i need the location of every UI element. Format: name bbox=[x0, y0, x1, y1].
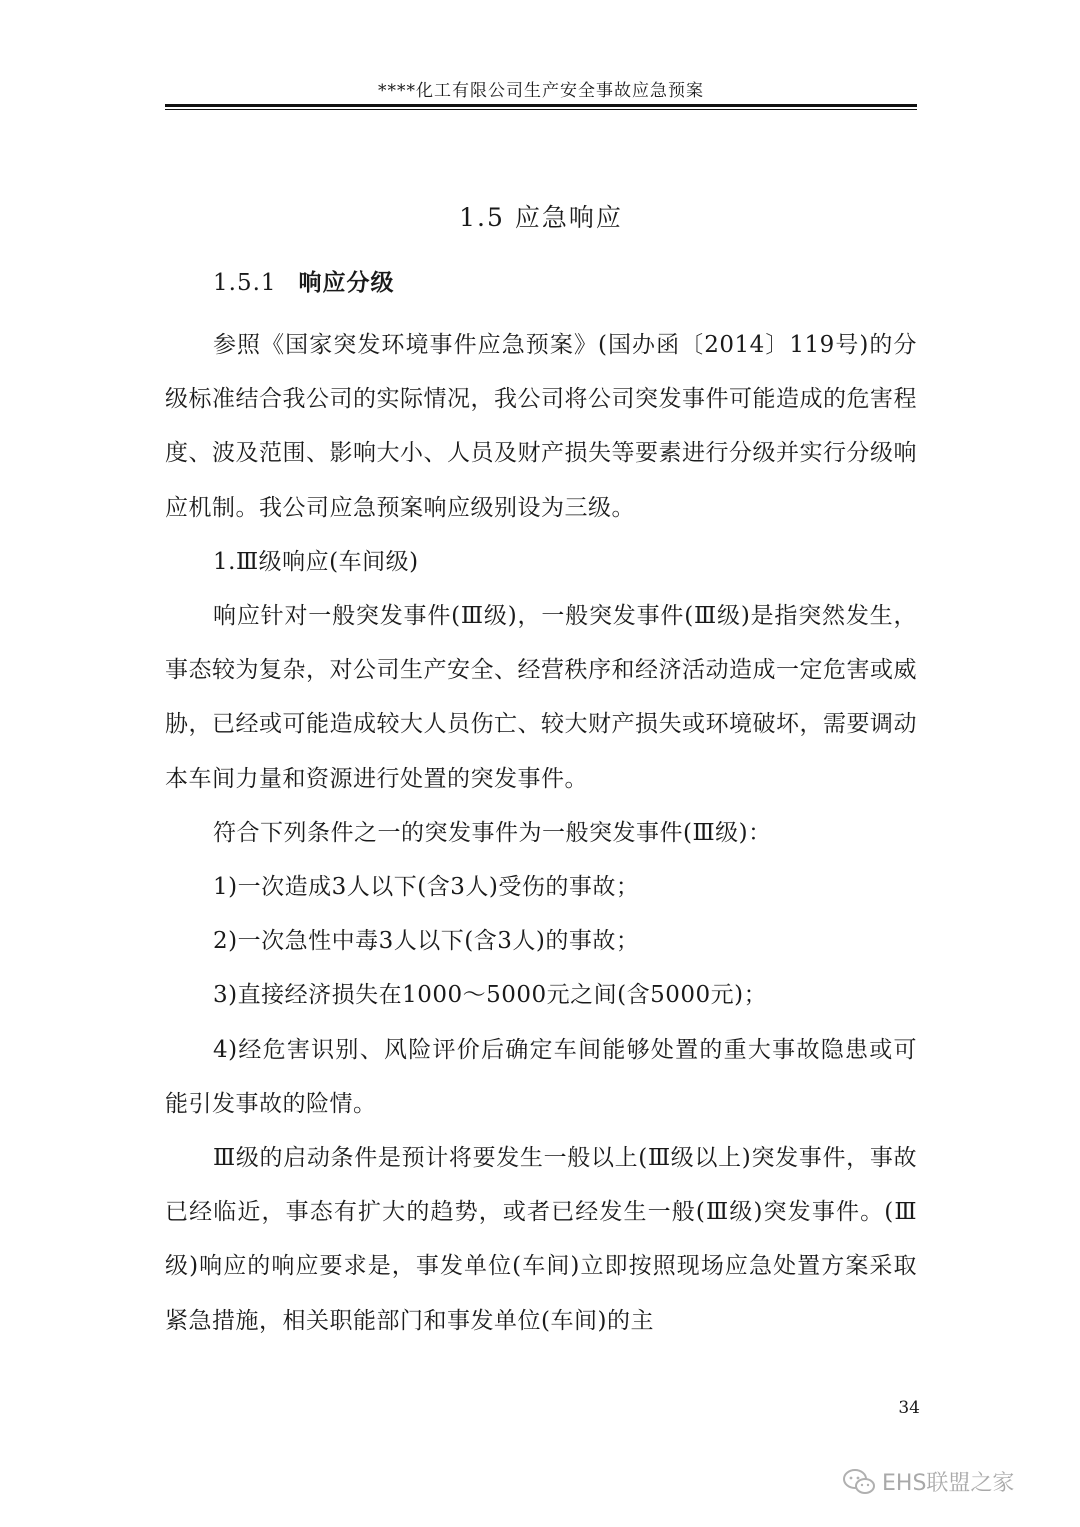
paragraph-activation: Ⅲ级的启动条件是预计将要发生一般以上(Ⅲ级以上)突发事件，事故已经临近，事态有扩大的趋势，或者已经发生一般(Ⅲ级)突发事件。(Ⅲ级)响应的响应要求是，事发单位(车间)立即按照现场应急处置方案采取紧急措施，相关职能部门和事发单位(车间)的主 bbox=[165, 1145, 917, 1334]
list-item-condition-4: 4)经危害识别、风险评价后确定车间能够处置的重大事故隐患或可能引发事故的险情。 bbox=[165, 1036, 917, 1117]
list-item-condition-3: 3)直接经济损失在1000～5000元之间(含5000元)； bbox=[213, 982, 768, 1009]
header-rule-thin bbox=[165, 109, 917, 110]
watermark bbox=[842, 1466, 1014, 1497]
paragraph-level3-heading: 1.Ⅲ级响应(车间级) bbox=[213, 548, 419, 575]
subsection-title: 响应分级 bbox=[298, 269, 395, 296]
paragraph-intro: 参照《国家突发环境事件应急预案》(国办函〔2014〕119号)的分级标准结合我公司的实际情况，我公司将公司突发事件可能造成的危害程度、波及范围、影响大小、人员及财产损失等要素进行分级并实行分级响应机制。我公司应急预案响应级别设为三级。 bbox=[165, 332, 917, 521]
section-title: 1.5 应急响应 bbox=[459, 203, 623, 232]
body-text bbox=[165, 318, 917, 1348]
list-item-condition-2: 2)一次急性中毒3人以下(含3人)的事故； bbox=[213, 928, 640, 955]
paragraph-level3-definition: 响应针对一般突发事件(Ⅲ级)，一般突发事件(Ⅲ级)是指突然发生，事态较为复杂，对公司生产安全、经营秩序和经济活动造成一定危害或威胁，已经或可能造成较大人员伤亡、较大财产损失或环境破坏，需要调动本车间力量和资源进行处置的突发事件。 bbox=[165, 603, 917, 792]
subsection-number: 1.5.1 bbox=[213, 270, 277, 296]
page-number: 34 bbox=[898, 1398, 920, 1418]
subsection-heading bbox=[213, 264, 395, 297]
paragraph-conditions-intro: 符合下列条件之一的突发事件为一般突发事件(Ⅲ级)： bbox=[213, 819, 772, 846]
wechat-icon bbox=[842, 1468, 876, 1496]
running-header: ****化工有限公司生产安全事故应急预案 bbox=[378, 81, 704, 101]
watermark-text: EHS联盟之家 bbox=[882, 1471, 1015, 1496]
header-rule-thick bbox=[165, 104, 917, 107]
list-item-condition-1: 1)一次造成3人以下(含3人)受伤的事故； bbox=[213, 874, 640, 901]
